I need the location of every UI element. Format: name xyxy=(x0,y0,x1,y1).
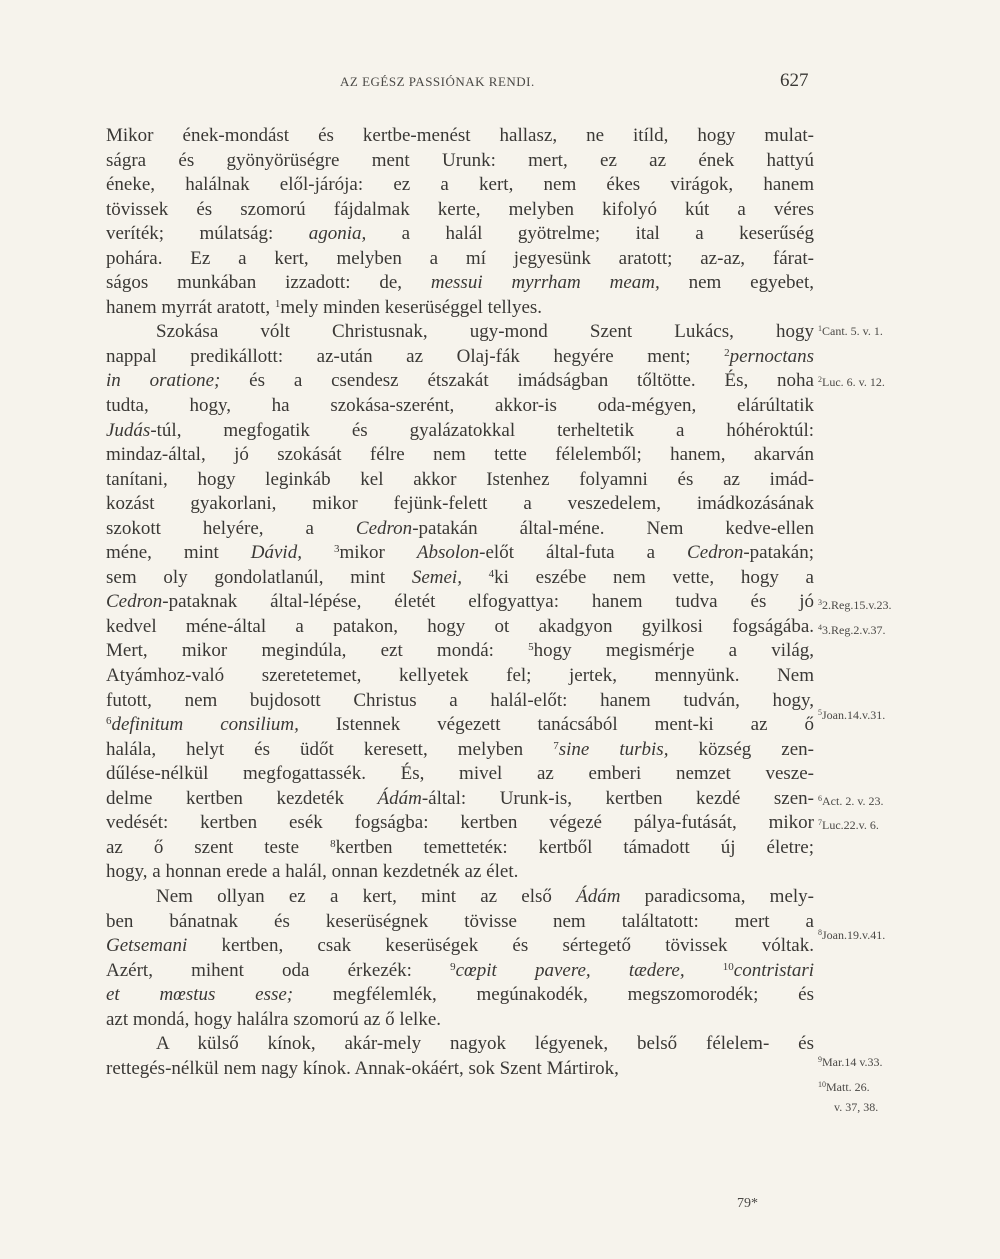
margin-reference-number: 9 xyxy=(818,1055,822,1064)
text-line xyxy=(106,419,814,444)
text-run: -túl, megfogatik és gyalázatokkal terheltetik a hóhéroktúl: xyxy=(150,419,814,441)
margin-reference xyxy=(818,928,885,942)
text-run: -patakán; xyxy=(743,542,814,564)
text-run: kedvel méne-által a patakon, hogy ot akadgyon gyilkosi fogságába. xyxy=(106,615,814,637)
italic-text: agonia, xyxy=(308,223,367,245)
text-run xyxy=(462,567,489,588)
text-run: Azért, mihent oda érkezék: xyxy=(106,959,451,981)
text-line xyxy=(106,615,814,640)
italic-text: Cedron xyxy=(687,542,744,564)
text-line xyxy=(106,541,814,566)
text-run: paradicsoma, mely- xyxy=(620,885,814,907)
margin-reference-text: Act. 2. v. 23. xyxy=(822,794,884,808)
text-run: futott, nem bujdosott Christus a halál-előt: hanem tudván, hogy, xyxy=(106,689,814,711)
margin-reference-text: 3.Reg.2.v.37. xyxy=(822,623,886,637)
italic-text: Absolon xyxy=(416,542,480,564)
italic-text: definitum consilium, xyxy=(111,714,299,736)
text-run: sem oly gondolatlanúl, mint xyxy=(106,566,412,588)
text-run: A külső kínok, akár-mely nagyok légyenek, belső félelem- és xyxy=(156,1033,814,1055)
text-line xyxy=(106,468,814,493)
italic-text: Cedron xyxy=(355,517,413,539)
margin-reference-number: 3 xyxy=(818,598,822,607)
margin-reference-number: 5 xyxy=(818,708,822,717)
text-line xyxy=(106,222,814,247)
text-line xyxy=(106,1057,814,1082)
text-run: Istennek végezett tanácsából ment-ki az ő xyxy=(298,714,814,736)
text-line xyxy=(106,590,814,615)
text-run: vedését: kertben esék fogságba: kertben végezé pálya-futását, mikor xyxy=(106,812,814,834)
footnote-marker: 2 xyxy=(724,346,730,359)
margin-reference xyxy=(818,1055,883,1069)
text-run: a halál gyötrelme; ital a keserűség xyxy=(366,223,814,245)
text-line xyxy=(106,492,814,517)
italic-text: Judás xyxy=(106,419,151,441)
text-line xyxy=(106,124,814,149)
text-line xyxy=(106,198,814,223)
text-run: azt mondá, hogy halálra szomorú az ő lelke. xyxy=(106,1008,442,1030)
text-run: dűlése-nélkül megfogattassék. És, mivel az emberi nemzet vesze- xyxy=(106,763,814,785)
text-run: Atyámhoz-való szeretetemet, kellyetek fel; jertek, mennyünk. Nem xyxy=(106,665,814,687)
italic-text: Dávid, xyxy=(250,542,302,564)
margin-reference-number: 7 xyxy=(818,818,822,827)
text-line xyxy=(106,885,814,910)
text-line xyxy=(106,762,814,787)
italic-text: Cedron xyxy=(106,591,163,613)
text-line xyxy=(106,934,814,959)
text-run: méne, mint xyxy=(106,542,251,564)
margin-reference xyxy=(818,1080,870,1094)
text-line xyxy=(106,983,814,1008)
text-run: pohára. Ez a kert, melyben a mí jegyesünk aratott; az-az, fárat- xyxy=(106,247,814,269)
text-run: halála, helyt és üdőt keresett, melyben xyxy=(106,738,554,760)
text-run: az ő szent teste xyxy=(106,836,331,858)
text-run: tanítani, hogy leginkáb kel akkor Istenhez folyamni és az imád- xyxy=(106,468,814,490)
text-run: kertben temettetéк: kertből támadott új életre; xyxy=(335,836,814,858)
text-line xyxy=(106,296,814,321)
text-line xyxy=(106,369,814,394)
margin-reference xyxy=(818,794,884,808)
italic-text: contristari xyxy=(733,959,814,981)
italic-text: messui myrrham meam, xyxy=(430,272,660,294)
text-run: Mikor ének-mondást és kertbe-menést hallasz, ne itíld, hogy mulat- xyxy=(106,125,814,146)
text-run: -pataknak által-lépése, életét elfogyattya: hanem tudva és jó xyxy=(162,591,814,613)
margin-reference xyxy=(834,1100,878,1114)
text-line xyxy=(106,639,814,664)
text-run: Szokása vólt Christusnak, ugy-mond Szent Lukács, hogy xyxy=(156,321,814,343)
margin-reference xyxy=(818,598,892,612)
italic-text: Getsemani xyxy=(106,935,188,957)
margin-reference-text: Mar.14 v.33. xyxy=(822,1055,883,1069)
text-run: kozást gyakorlani, mikor fejünk-felett a veszedelem, imádkozásának xyxy=(106,493,814,515)
text-run: Nem ollyan ez a kert, mint az első xyxy=(156,885,577,907)
footnote-marker: 10 xyxy=(722,960,734,973)
margin-reference-number: 8 xyxy=(818,928,822,937)
text-run: ságra és gyönyörüségre ment Urunk: mert, ez az ének hattyú xyxy=(106,149,814,171)
margin-reference-text: Joan.14.v.31. xyxy=(822,708,886,722)
text-run: veríték; múlatság: xyxy=(106,223,309,245)
italic-text: Semei, xyxy=(411,566,462,588)
text-run: megfélemlék, megúnakodék, megszomorodék; és xyxy=(293,984,814,1006)
footnote-marker: 1 xyxy=(274,297,281,310)
italic-text: sine turbis, xyxy=(558,738,669,760)
margin-reference-number: 2 xyxy=(818,375,822,384)
margin-reference-text: Luc. 6. v. 12. xyxy=(822,375,885,389)
text-run: -patakán által-méne. Nem kedve-ellen xyxy=(412,517,814,539)
margin-reference xyxy=(818,708,885,722)
footnote-marker: 8 xyxy=(330,837,336,850)
margin-reference xyxy=(818,375,885,389)
body-text xyxy=(106,124,814,1081)
page-number: 627 xyxy=(780,70,809,91)
text-line xyxy=(106,1008,814,1033)
text-line xyxy=(106,566,814,591)
text-line xyxy=(106,910,814,935)
text-run: és a csendesz étszakát imádságban tőltötte. És, noha xyxy=(220,370,814,392)
text-run: tudta, hogy, ha szokása-szerént, akkor-is oda-mégyen, elárúltatik xyxy=(106,395,814,417)
running-head: AZ EGÉSZ PASSIÓNAK RENDI. xyxy=(340,74,535,89)
text-line xyxy=(106,689,814,714)
margin-reference-text: v. 37, 38. xyxy=(834,1100,879,1114)
footnote-marker: 3 xyxy=(333,543,340,556)
text-run: ságos munkában izzadott: de, xyxy=(106,272,431,294)
text-line xyxy=(106,787,814,812)
margin-reference-text: Joan.19.v.41. xyxy=(822,928,886,942)
italic-text: Ádám xyxy=(377,787,422,809)
text-line xyxy=(106,836,814,861)
text-run: tövissek és szomorú fájdalmak kerte, melyben kifolyó kút a véres xyxy=(106,198,814,220)
text-run: szokott helyére, a xyxy=(106,517,356,539)
text-line xyxy=(106,443,814,468)
text-run: nappal predikállott: az-után az Olaj-fák hegyére ment; xyxy=(106,345,725,367)
text-line xyxy=(106,860,814,885)
text-line xyxy=(106,517,814,542)
footnote-marker: 7 xyxy=(553,739,559,752)
text-run: hogy, a honnan erede a halál, onnan kezdetnék az élet. xyxy=(106,861,519,883)
margin-reference xyxy=(818,324,883,338)
text-line xyxy=(106,811,814,836)
margin-reference-number: 4 xyxy=(818,623,822,632)
text-line xyxy=(106,271,814,296)
text-run: kertben, csak keserüségek és sértegető tövissek vóltak. xyxy=(187,935,814,957)
italic-text: pernoctans xyxy=(729,345,814,367)
text-run: mindaz-által, jó szokását félre nem tette félelemből; hanem, akarván xyxy=(106,444,814,466)
text-run: hogy megismérje a világ, xyxy=(533,640,814,662)
margin-reference-text: Cant. 5. v. 1. xyxy=(822,324,883,338)
text-run: -előt által-futa a xyxy=(479,542,688,564)
text-line xyxy=(106,713,814,738)
text-line xyxy=(106,738,814,763)
text-run: Mert, mikor megindúla, ezt mondá: xyxy=(106,640,529,662)
italic-text: Ádám xyxy=(576,885,621,907)
text-run: mikor xyxy=(339,542,417,564)
margin-reference-number: 10 xyxy=(818,1080,826,1089)
text-line xyxy=(106,664,814,689)
text-run: rettegés-nélkül nem nagy kínok. Annak-okáért, sok Szent Mártirok, xyxy=(106,1057,619,1079)
signature-mark: 79* xyxy=(737,1196,758,1211)
margin-reference-text: Matt. 26. xyxy=(826,1080,870,1094)
text-line xyxy=(106,394,814,419)
text-run xyxy=(302,542,334,563)
text-line xyxy=(106,959,814,984)
italic-text: cœpit pavere, tædere, xyxy=(455,959,685,981)
text-run: hanem myrrát aratott, xyxy=(106,296,275,318)
text-line xyxy=(106,1032,814,1057)
text-line xyxy=(106,173,814,198)
footnote-marker: 6 xyxy=(106,715,112,728)
text-run xyxy=(685,960,723,981)
footnote-marker: 9 xyxy=(450,960,456,973)
italic-text: in oratione; xyxy=(106,370,221,392)
italic-text: et mœstus esse; xyxy=(106,984,294,1006)
text-run: ki eszébe nem vette, hogy a xyxy=(494,566,814,588)
text-run: község zen- xyxy=(668,738,814,760)
text-run: -által: Urunk-is, kertben kezdé szen- xyxy=(421,787,814,809)
margin-reference-text: Luc.22.v. 6. xyxy=(822,818,879,832)
margin-reference-number: 6 xyxy=(818,794,822,803)
text-run: éneke, halálnak elől-járója: ez a kert, nem ékes virágok, hanem xyxy=(106,174,814,196)
text-run: delme kertben kezdeték xyxy=(106,787,378,809)
text-line xyxy=(106,345,814,370)
margin-reference xyxy=(818,623,886,637)
margin-reference xyxy=(818,818,879,832)
text-run: mely minden keserüséggel tellyes. xyxy=(280,296,543,318)
margin-reference-text: 2.Reg.15.v.23. xyxy=(822,598,892,612)
footnote-marker: 5 xyxy=(528,641,534,654)
text-line xyxy=(106,149,814,174)
margin-reference-number: 1 xyxy=(818,324,822,333)
text-line xyxy=(106,247,814,272)
text-run: nem egyebet, xyxy=(659,272,814,294)
footnote-marker: 4 xyxy=(488,567,495,580)
text-line xyxy=(106,320,814,345)
text-run: ben bánatnak és keserüségnek tövisse nem találtatott: mert a xyxy=(106,910,814,932)
